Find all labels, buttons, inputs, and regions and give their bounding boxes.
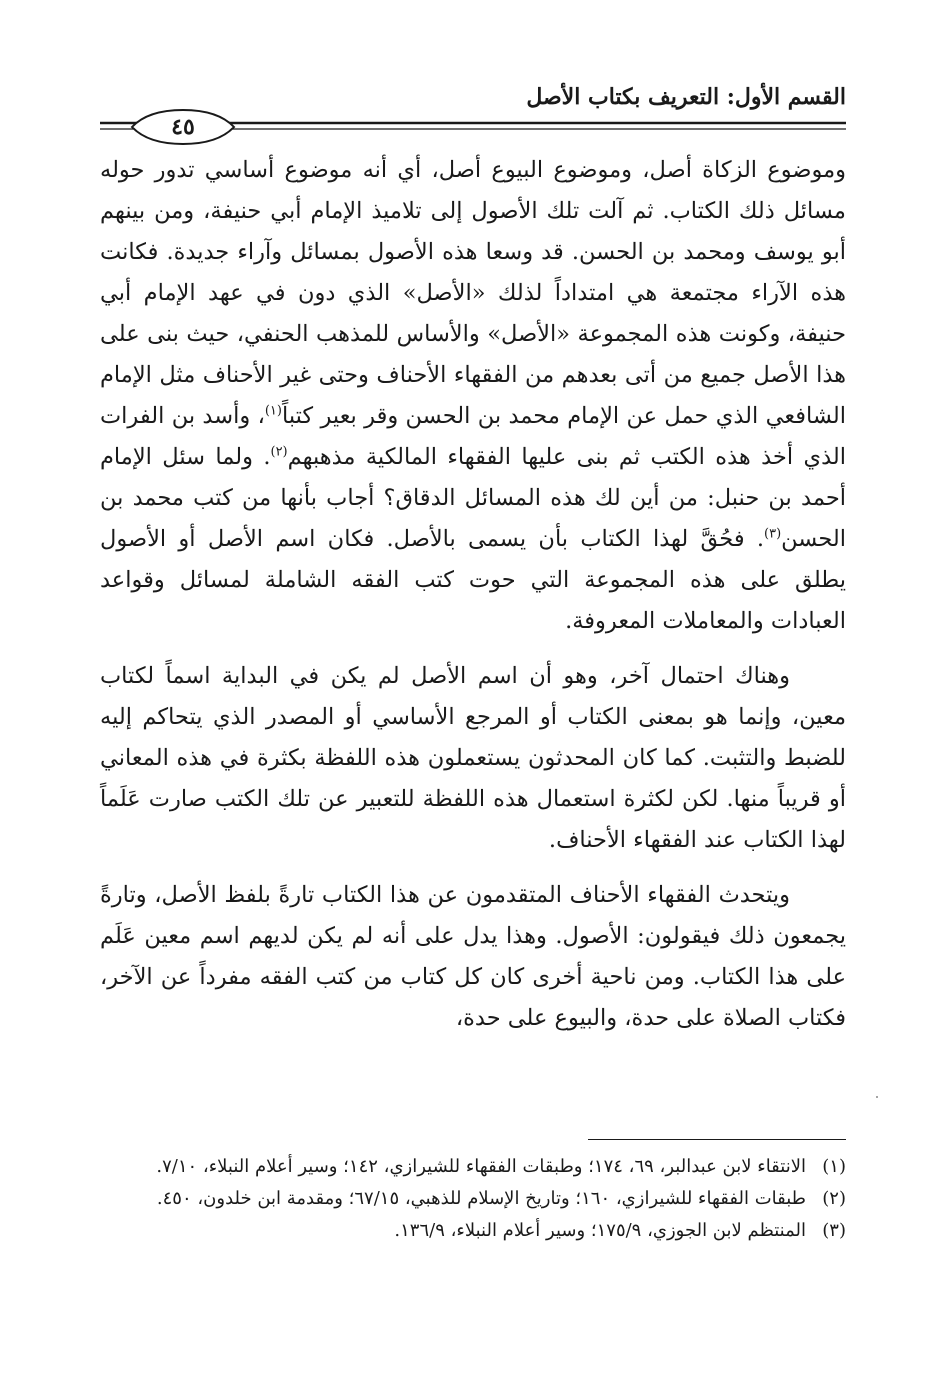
footnote-1 <box>100 1152 846 1182</box>
footnote-separator <box>588 1139 846 1140</box>
footnote-2-number: (٢) <box>822 1188 846 1209</box>
footnote-2 <box>100 1184 846 1214</box>
footnote-ref-2: (٢) <box>270 444 288 460</box>
footnote-2-text: طبقات الفقهاء للشيرازي، ١٦٠؛ وتاريخ الإسلام للذهبي، ٦٧/١٥؛ ومقدمة ابن خلدون، ٤٥٠. <box>156 1188 806 1209</box>
paragraph-2: وهناك احتمال آخر، وهو أن اسم الأصل لم يكن في البداية اسماً لكتاب معين، وإنما هو بمعنى الكتاب أو المرجع الأساسي أو المصدر الذي يتحاكم إليه للضبط والتثبت. كما كان المحدثون يستعملون هذه اللفظة بكثرة في هذه المعاني أو قريباً منها. لكن لكثرة استعمال هذه اللفظة للتعبير عن تلك الكتب صارت عَلَماً لهذا الكتاب عند الفقهاء الأحناف. <box>100 663 846 853</box>
running-header-title: القسم الأول: التعريف بكتاب الأصل <box>526 84 846 110</box>
footnote-3-text: المنتظم لابن الجوزي، ١٧٥/٩؛ وسير أعلام النبلاء، ١٣٦/٩. <box>394 1220 806 1241</box>
footnotes <box>100 1152 846 1248</box>
main-text <box>100 150 846 1053</box>
footnote-3-number: (٣) <box>822 1220 846 1241</box>
page-number: ٤٥ <box>171 114 195 140</box>
footnote-ref-1: (١) <box>264 403 282 419</box>
paragraph-1-part-d: . فحُقَّ لهذا الكتاب بأن يسمى بالأصل. فكان اسم الأصل أو الأصول يطلق على هذه المجموعة التي حوت كتب الفقه الشاملة لمسائل وقواعد العبادات والمعاملات المعروفة. <box>100 526 846 634</box>
margin-mark <box>876 1096 878 1098</box>
footnote-1-number: (١) <box>822 1156 846 1177</box>
paragraph-1 <box>100 150 846 642</box>
footnote-ref-3: (٣) <box>764 526 782 542</box>
paragraph-3: ويتحدث الفقهاء الأحناف المتقدمون عن هذا الكتاب تارةً بلفظ الأصل، وتارةً يجمعون ذلك فيقولون: الأصول. وهذا يدل على أنه لم يكن لديهم اسم معين عَلَم على هذا الكتاب. ومن ناحية أخرى كان كل كتاب من كتب الفقه مفرداً عن الآخر، فكتاب الصلاة على حدة، والبيوع على حدة، <box>100 882 846 1031</box>
footnote-1-text: الانتقاء لابن عبدالبر، ٦٩، ١٧٤؛ وطبقات الفقهاء للشيرازي، ١٤٢؛ وسير أعلام النبلاء، ٧/١٠. <box>156 1156 806 1177</box>
footnote-3 <box>100 1216 846 1246</box>
paragraph-1-part-a: وموضوع الزكاة أصل، وموضوع البيوع أصل، أي أنه موضوع أساسي تدور حوله مسائل ذلك الكتاب. ثم آلت تلك الأصول إلى تلاميذ الإمام أبي حنيفة، ومن بينهم أبو يوسف ومحمد بن الحسن. قد وسعا هذه الأصول بمسائل وآراء جديدة. فكانت هذه الآراء مجتمعة هي امتداداً لذلك «الأصل» الذي دون في عهد الإمام أبي حنيفة، وكونت هذه المجموعة «الأصل» والأساس للمذهب الحنفي، حيث بنى على هذا الأصل جميع من أتى بعدهم من الفقهاء الأحناف وحتى غير الأحناف مثل الإمام الشافعي الذي حمل عن الإمام محمد بن الحسن وقر بعير كتباً <box>100 157 846 429</box>
paragraph-1-part-b: ، وأسد بن الفرات الذي أخذ هذه الكتب ثم بنى عليها الفقهاء المالكية مذهبهم <box>100 403 846 470</box>
paragraph-1-part-c: . ولما سئل الإمام أحمد بن حنبل: من أين لك هذه المسائل الدقاق؟ أجاب بأنها من كتب محمد بن الحسن <box>100 444 846 552</box>
